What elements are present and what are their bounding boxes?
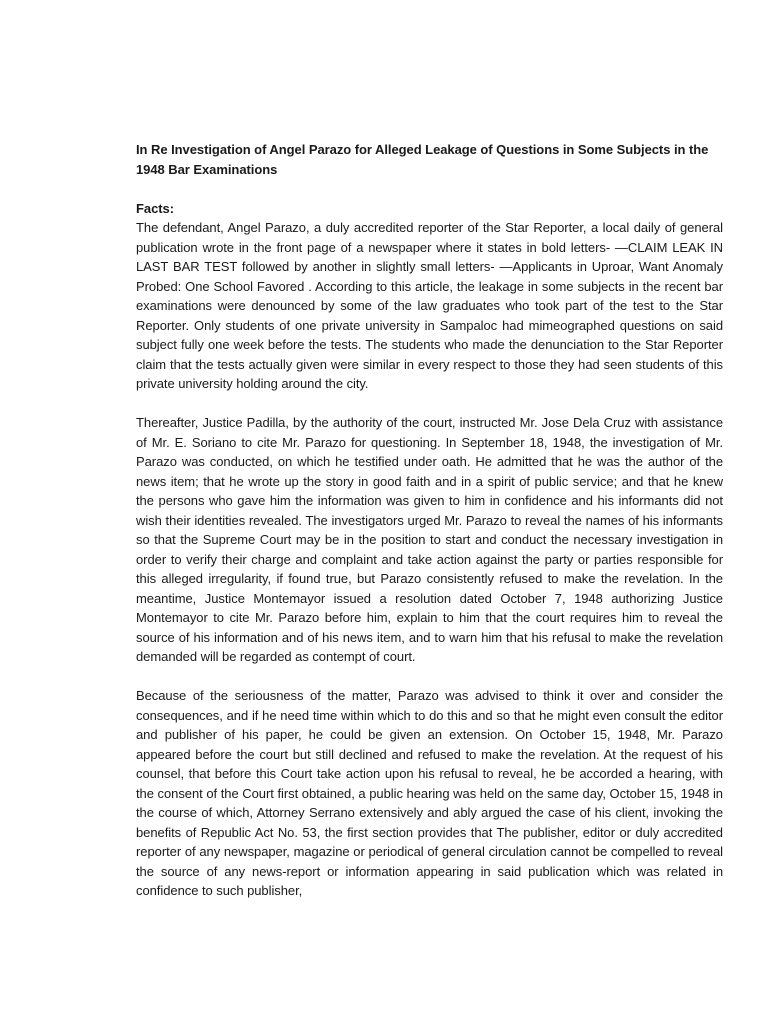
document-page [136, 140, 723, 920]
paragraph-3: Because of the seriousness of the matter, Parazo was advised to think it over and consider the consequences, and if he need time within which to do this and so that he might even consult the editor and publisher of his paper, he could be given an extension. On October 15, 1948, Mr. Parazo appeared before the court but still declined and refused to make the revelation. At the request of his counsel, that before this Court take action upon his refusal to reveal, he be accorded a hearing, with the consent of the Court first obtained, a public hearing was held on the same day, October 15, 1948 in the course of which, Attorney Serrano extensively and ably argued the case of his client, invoking the benefits of Republic Act No. 53, the first section provides that The publisher, editor or duly accredited reporter of any newspaper, magazine or periodical of general circulation cannot be compelled to reveal the source of any news-report or information appearing in said publication which was related in confidence to such publisher, [136, 688, 723, 898]
section-heading-facts: Facts: [136, 200, 174, 216]
document-title: In Re Investigation of Angel Parazo for Alleged Leakage of Questions in Some Subjects in the 1948 Bar Examinations [136, 142, 709, 177]
paragraph-1: The defendant, Angel Parazo, a duly accredited reporter of the Star Reporter, a local daily of general publication wrote in the front page of a newspaper where it states in bold letters- —CLAIM LEAK IN LAST BAR TEST followed by another in slightly small letters- —Applicants in Uproar, Want Anomaly Probed: One School Favored . According to this article, the leakage in some subjects in the recent bar examinations were denounced by some of the law graduates who took part of the test to the Star Reporter. Only students of one private university in Sampaloc had mimeographed questions on said subject fully one week before the tests. The students who made the denunciation to the Star Reporter claim that the tests actually given were similar in every respect to those they had seen students of this private university holding around the city. [136, 220, 723, 391]
paragraph-2: Thereafter, Justice Padilla, by the authority of the court, instructed Mr. Jose Dela Cruz with assistance of Mr. E. Soriano to cite Mr. Parazo for questioning. In September 18, 1948, the investigation of Mr. Parazo was conducted, on which he testified under oath. He admitted that he was the author of the news item; that he wrote up the story in good faith and in a spirit of public service; and that he knew the persons who gave him the information was given to him in confidence and his informants did not wish their identities revealed. The investigators urged Mr. Parazo to reveal the names of his informants so that the Supreme Court may be in the position to start and conduct the necessary investigation in order to verify their charge and complaint and take action against the party or parties responsible for this alleged irregularity, if found true, but Parazo consistently refused to make the revelation. In the meantime, Justice Montemayor issued a resolution dated October 7, 1948 authorizing Justice Montemayor to cite Mr. Parazo before him, explain to him that the court requires him to reveal the source of his information and of his news item, and to warn him that his refusal to make the revelation demanded will be regarded as contempt of court. [136, 415, 723, 664]
